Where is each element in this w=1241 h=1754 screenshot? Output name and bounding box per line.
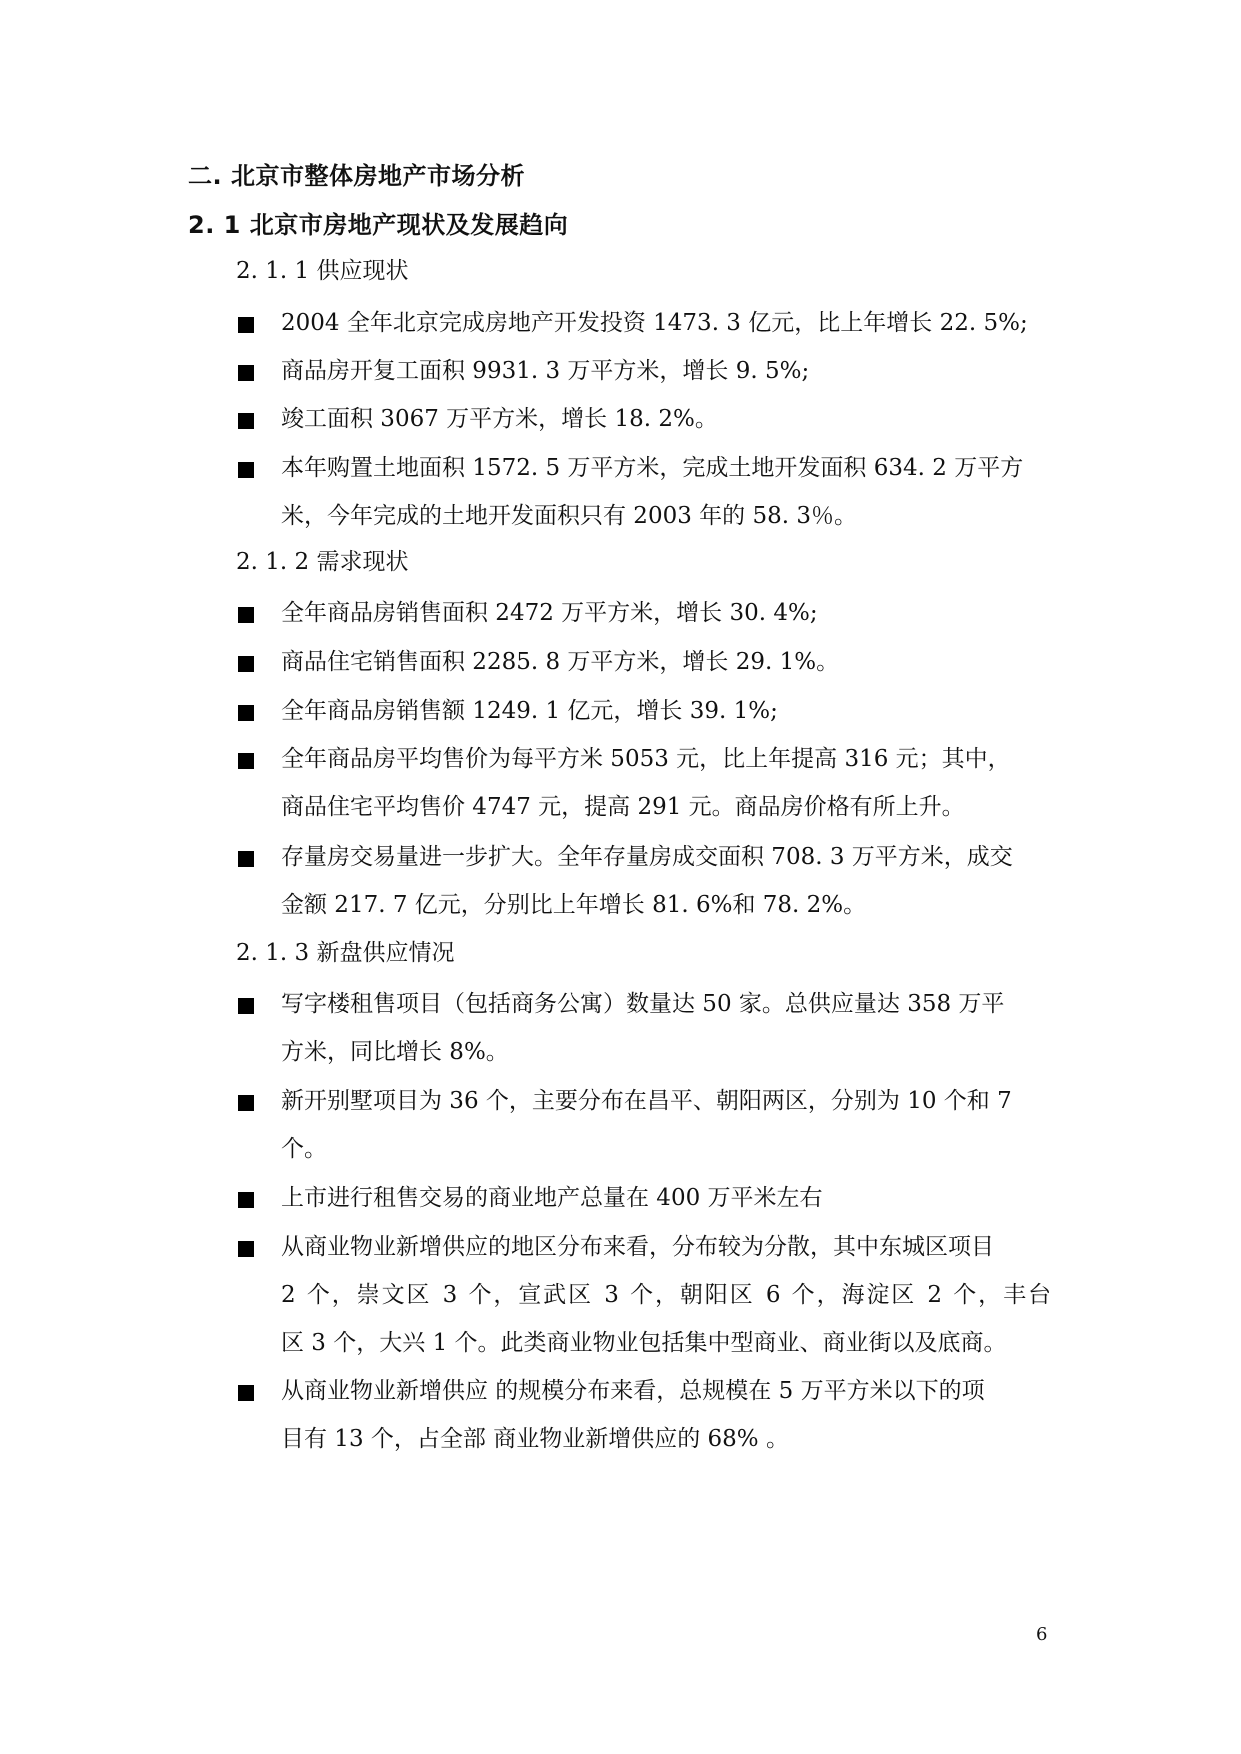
list-item-text: 商品住宅平均售价 4747 元，提高 291 元。商品房价格有所上升。: [281, 794, 965, 820]
list-item-text: 上市进行租售交易的商业地产总量在 400 万平米左右: [281, 1185, 823, 1211]
square-bullet-icon: [238, 753, 254, 769]
list-item-text: 商品房开复工面积 9931. 3 万平方米，增长 9. 5%;: [281, 358, 810, 384]
square-bullet-icon: [238, 462, 254, 478]
list-item-text: 区 3 个，大兴 1 个。此类商业物业包括集中型商业、商业街以及底商。: [281, 1330, 1007, 1356]
list-item-text: 个。: [281, 1136, 327, 1162]
list-item-text: 新开别墅项目为 36 个，主要分布在昌平、朝阳两区，分别为 10 个和 7: [281, 1088, 1012, 1114]
square-bullet-icon: [238, 365, 254, 381]
list-item-text: 存量房交易量进一步扩大。全年存量房成交面积 708. 3 万平方米，成交: [281, 844, 1013, 870]
list-item-text: 2 个，崇文区 3 个，宣武区 3 个，朝阳区 6 个，海淀区 2 个，丰台: [281, 1282, 1051, 1308]
square-bullet-icon: [238, 656, 254, 672]
list-item-text: 2004 全年北京完成房地产开发投资 1473. 3 亿元，比上年增长 22. 5%;: [281, 310, 1028, 336]
square-bullet-icon: [238, 1192, 254, 1208]
list-item-text: 全年商品房销售面积 2472 万平方米，增长 30. 4%;: [281, 600, 818, 626]
list-item-text: 写字楼租售项目（包括商务公寓）数量达 50 家。总供应量达 358 万平: [281, 991, 1005, 1017]
square-bullet-icon: [238, 607, 254, 623]
list-item-text: 方米，同比增长 8%。: [281, 1039, 509, 1065]
list-item-text: 竣工面积 3067 万平方米，增长 18. 2%。: [281, 406, 718, 432]
list-item-text: 目有 13 个，占全部 商业物业新增供应的 68% 。: [281, 1426, 789, 1452]
list-item-text: 全年商品房销售额 1249. 1 亿元，增长 39. 1%;: [281, 698, 778, 724]
list-item-text: 从商业物业新增供应的地区分布来看，分布较为分散，其中东城区项目: [281, 1234, 994, 1260]
list-item-text: 从商业物业新增供应 的规模分布来看，总规模在 5 万平方米以下的项: [281, 1378, 985, 1404]
list-item-text: 商品住宅销售面积 2285. 8 万平方米，增长 29. 1%。: [281, 649, 840, 675]
subsection-title-supply: 2. 1. 1 供应现状: [236, 258, 409, 284]
chapter-heading: 二. 北京市整体房地产市场分析: [188, 162, 525, 190]
page-number: 6: [1036, 1624, 1048, 1645]
square-bullet-icon: [238, 413, 254, 429]
square-bullet-icon: [238, 1241, 254, 1257]
square-bullet-icon: [238, 1385, 254, 1401]
subsection-title-demand: 2. 1. 2 需求现状: [236, 549, 409, 575]
list-item-text: 米，今年完成的土地开发面积只有 2003 年的 58. 3％。: [281, 503, 857, 529]
list-item-text: 本年购置土地面积 1572. 5 万平方米，完成土地开发面积 634. 2 万平方: [281, 455, 1024, 481]
square-bullet-icon: [238, 317, 254, 333]
square-bullet-icon: [238, 851, 254, 867]
square-bullet-icon: [238, 1095, 254, 1111]
list-item-text: 全年商品房平均售价为每平方米 5053 元，比上年提高 316 元；其中，: [281, 746, 1011, 772]
square-bullet-icon: [238, 705, 254, 721]
list-item-text: 金额 217. 7 亿元，分别比上年增长 81. 6%和 78. 2%。: [281, 892, 867, 918]
square-bullet-icon: [238, 998, 254, 1014]
section-heading: 2. 1 北京市房地产现状及发展趋向: [188, 211, 569, 239]
subsection-title-new-supply: 2. 1. 3 新盘供应情况: [236, 940, 455, 966]
